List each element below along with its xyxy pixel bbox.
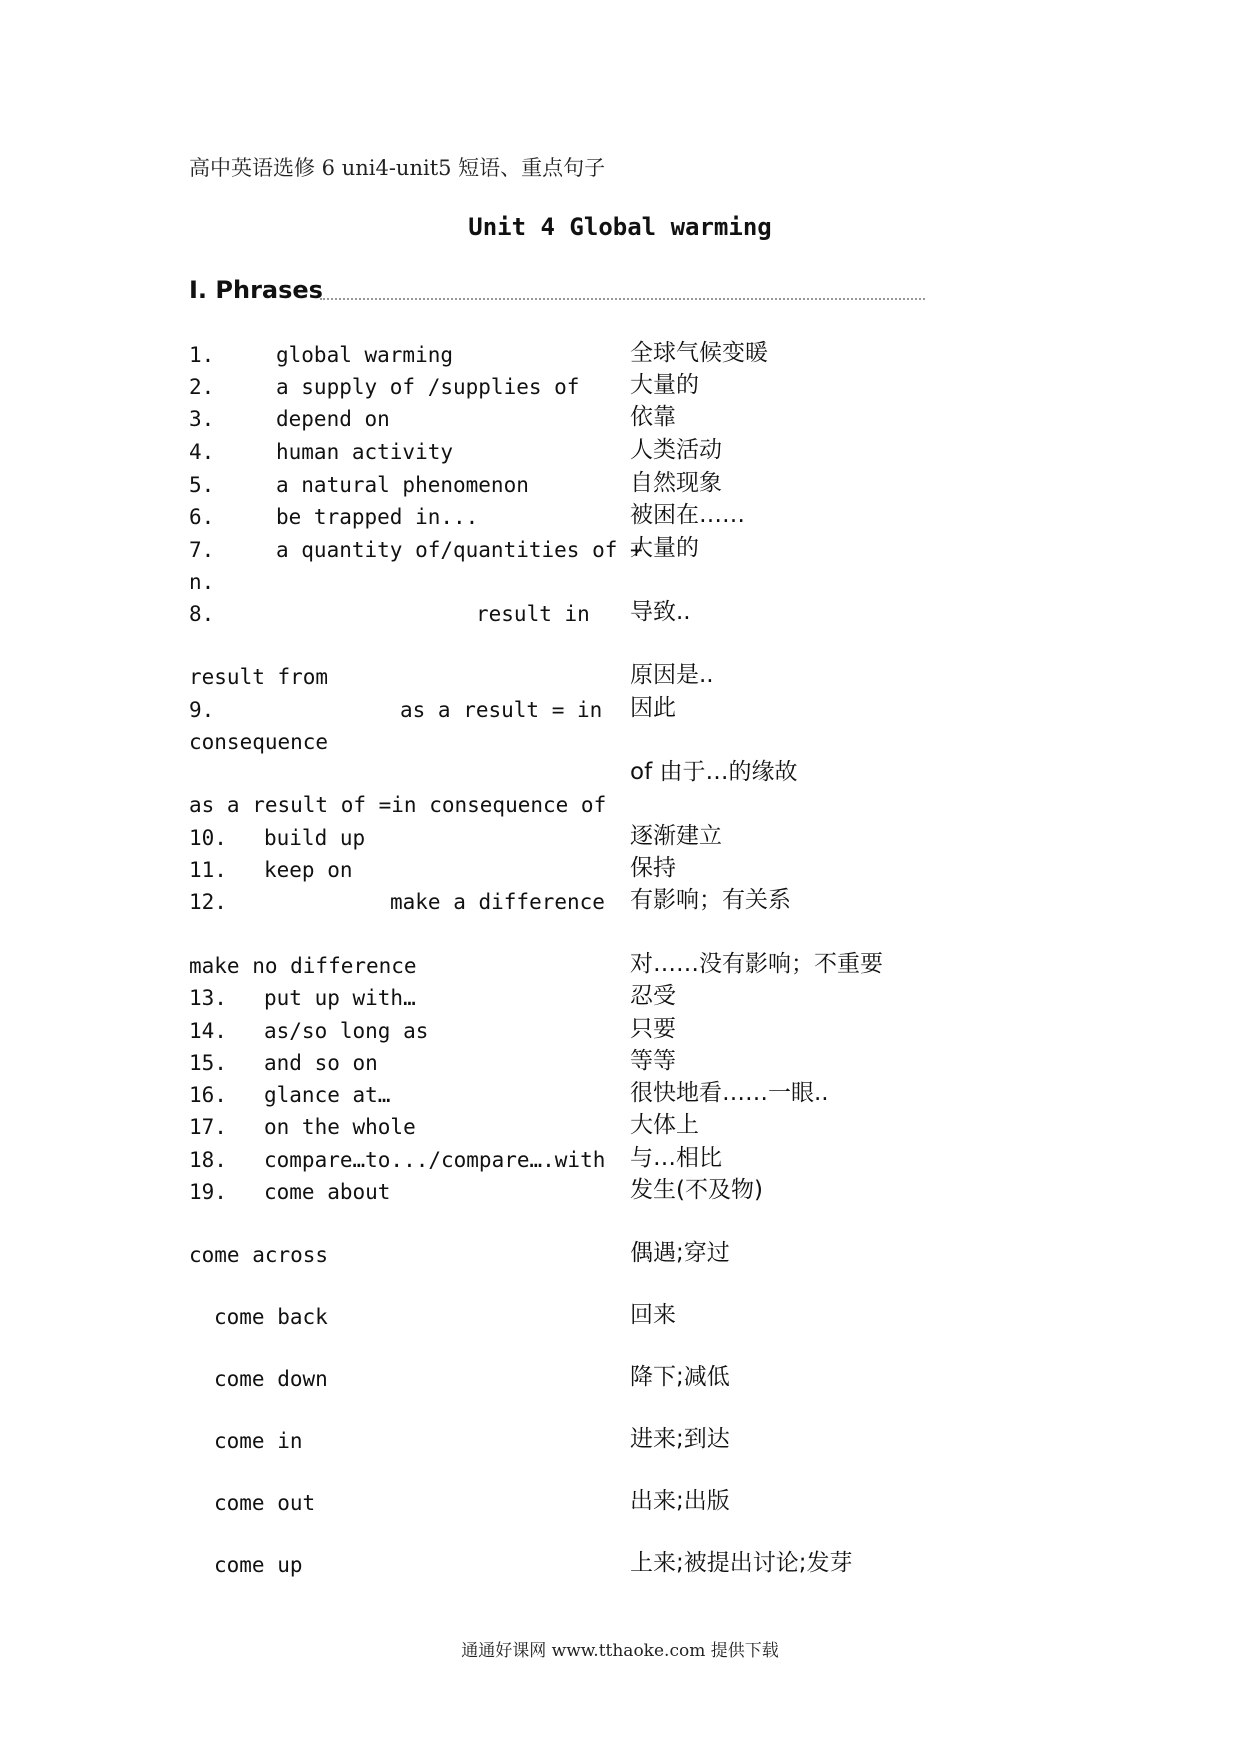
phrase-en: human activity [276, 440, 454, 464]
phrase-en: a quantity of/quantities of + [276, 538, 643, 562]
item-number: 1. [189, 343, 215, 367]
phrase-cn: 有影响；有关系 [630, 887, 791, 913]
item-number: 13. [189, 986, 227, 1010]
phrase-en: come back [214, 1305, 328, 1329]
phrase-cn: 等等 [630, 1048, 676, 1074]
phrase-en: put up with… [264, 986, 416, 1010]
phrase-en: come about [264, 1180, 391, 1204]
phrase-cn: of 由于…的缘故 [630, 759, 798, 785]
phrase-en: global warming [276, 343, 454, 367]
document-header: 高中英语选修 6 uni4-unit5 短语、重点句子 [189, 156, 606, 180]
phrase-cn: 人类活动 [630, 437, 722, 463]
phrase-en: be trapped in... [276, 505, 479, 529]
phrase-en: a supply of /supplies of [276, 375, 580, 399]
phrase-en: compare…to.../compare….with [264, 1148, 606, 1172]
phrase-en: keep on [264, 858, 353, 882]
phrase-cn: 降下;减低 [630, 1364, 730, 1390]
dotted-leader [320, 298, 925, 300]
phrase-en: depend on [276, 407, 390, 431]
phrase-cn: 与…相比 [630, 1145, 722, 1171]
item-number: 3. [189, 407, 215, 431]
phrase-cn: 大量的 [630, 535, 699, 561]
phrase-cn: 保持 [630, 855, 676, 881]
phrase-en: build up [264, 826, 366, 850]
phrase-en: come out [214, 1491, 316, 1515]
phrase-en: as a result = in [400, 698, 603, 722]
phrase-en: come up [214, 1553, 303, 1577]
phrase-cn: 原因是.. [630, 662, 714, 688]
phrase-en: result from [189, 665, 329, 689]
phrase-cn: 被困在…… [630, 502, 745, 528]
item-number: 4. [189, 440, 215, 464]
phrase-cn: 导致.. [630, 599, 691, 625]
phrase-cn: 因此 [630, 695, 676, 721]
phrase-cn: 很快地看……一眼.. [630, 1080, 829, 1106]
phrase-cn: 逐渐建立 [630, 823, 722, 849]
unit-title: Unit 4 Global warming [468, 213, 772, 241]
phrase-cn: 依靠 [630, 404, 676, 430]
phrase-en: as a result of =in consequence of [189, 793, 607, 817]
item-number: 18. [189, 1148, 227, 1172]
phrase-cn: 自然现象 [630, 470, 722, 496]
phrase-en: on the whole [264, 1115, 416, 1139]
phrase-cn: 偶遇;穿过 [630, 1240, 730, 1266]
page-footer: 通通好课网 www.tthaoke.com 提供下载 [461, 1641, 779, 1661]
item-number: 8. [189, 602, 215, 626]
item-number: 16. [189, 1083, 227, 1107]
phrase-en: make no difference [189, 954, 417, 978]
phrase-cn: 出来;出版 [630, 1488, 730, 1514]
phrase-cn: 只要 [630, 1016, 676, 1042]
item-number: 12. [189, 890, 227, 914]
item-number: 6. [189, 505, 215, 529]
phrase-en: a natural phenomenon [276, 473, 529, 497]
phrase-en: come down [214, 1367, 328, 1391]
phrase-cn: 回来 [630, 1302, 676, 1328]
item-number: 2. [189, 375, 215, 399]
item-number: 17. [189, 1115, 227, 1139]
phrase-en: glance at… [264, 1083, 391, 1107]
phrase-en: and so on [264, 1051, 378, 1075]
phrase-en: n. [189, 570, 215, 594]
item-number: 19. [189, 1180, 227, 1204]
phrase-cn: 忍受 [630, 983, 676, 1009]
item-number: 9. [189, 698, 215, 722]
item-number: 10. [189, 826, 227, 850]
item-number: 11. [189, 858, 227, 882]
phrase-en: come across [189, 1243, 329, 1267]
phrase-cn: 大量的 [630, 372, 699, 398]
item-number: 15. [189, 1051, 227, 1075]
item-number: 14. [189, 1019, 227, 1043]
section-title: I. Phrases [189, 276, 323, 304]
phrase-cn: 全球气候变暖 [630, 340, 768, 366]
item-number: 7. [189, 538, 215, 562]
phrase-en: consequence [189, 730, 329, 754]
phrase-cn: 发生(不及物) [630, 1177, 763, 1203]
phrase-cn: 大体上 [630, 1112, 699, 1138]
phrase-en: come in [214, 1429, 303, 1453]
phrase-cn: 进来;到达 [630, 1426, 730, 1452]
phrase-en: as/so long as [264, 1019, 429, 1043]
phrase-cn: 上来;被提出讨论;发芽 [630, 1550, 853, 1576]
phrase-en: result in [476, 602, 590, 626]
item-number: 5. [189, 473, 215, 497]
phrase-cn: 对……没有影响；不重要 [630, 951, 883, 977]
phrase-en: make a difference [390, 890, 605, 914]
